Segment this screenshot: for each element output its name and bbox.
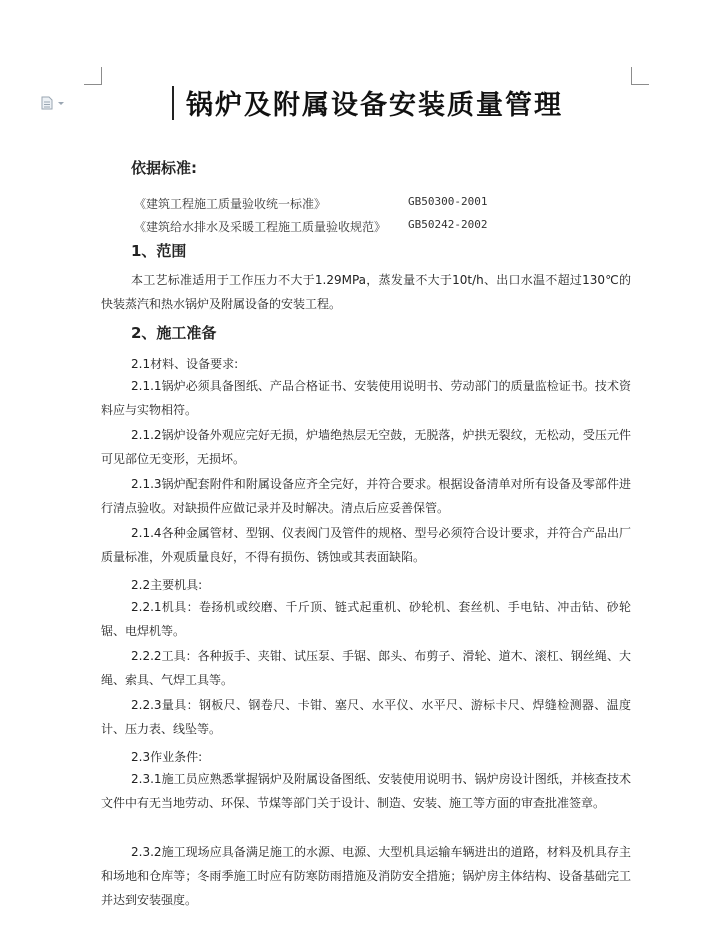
section-heading-prep: 2、施工准备 <box>131 324 217 342</box>
paragraph-2-3-2: 2.3.2施工现场应具备满足施工的水源、电源、大型机具运输车辆进出的道路，材料及机具存主和场地和仓库等；冬雨季施工时应有防寒防雨措施及消防安全措施；锅炉房主体结构、设备基础完工并达到安装强度。 <box>101 845 631 907</box>
subheading-tools: 2.2主要机具: <box>131 578 203 592</box>
corner-mark-top-right <box>631 67 649 85</box>
paragraph-2-1-3: 2.1.3锅炉配套附件和附属设备应齐全完好，并符合要求。根据设备清单对所有设备及零部件进行清点验收。对缺损件应做记录并及时解决。清点后应妥善保管。 <box>101 477 631 515</box>
paragraph-scope: 本工艺标准适用于工作压力不大于1.29MPa，蒸发量不大于10t/h、出口水温不超过130℃的快装蒸汽和热水锅炉及附属设备的安装工程。 <box>101 273 631 311</box>
paragraph-2-2-2: 2.2.2工具：各种扳手、夹钳、试压泵、手锯、郎头、布剪子、滑轮、道木、滚杠、钢丝绳、大绳、索具、气焊工具等。 <box>101 649 631 687</box>
standard-name: 《建筑工程施工质量验收统一标准》 <box>134 197 327 211</box>
standard-item <box>134 218 488 235</box>
standard-code: GB50242-2002 <box>408 218 488 231</box>
paragraph-2-3-1: 2.3.1施工员应熟悉掌握锅炉及附属设备图纸、安装使用说明书、锅炉房设计图纸，并核查技术文件中有无当地劳动、环保、节煤等部门关于设计、制造、安装、施工等方面的审查批准签章。 <box>101 772 631 810</box>
subheading-conditions: 2.3作业条件: <box>131 750 203 764</box>
corner-mark-top-left <box>84 67 102 85</box>
document-icon[interactable] <box>41 95 65 114</box>
paragraph-2-1-4: 2.1.4各种金属管材、型钢、仪表阀门及管件的规格、型号必须符合设计要求，并符合产品出厂质量标准，外观质量良好，不得有损伤、锈蚀或其表面缺陷。 <box>101 526 631 564</box>
standard-item <box>134 195 488 212</box>
cursor-bar <box>172 86 174 120</box>
paragraph-2-1-1: 2.1.1锅炉必须具备图纸、产品合格证书、安装使用说明书、劳动部门的质量监检证书。技术资料应与实物相符。 <box>101 379 631 417</box>
paragraph-2-1-2: 2.1.2锅炉设备外观应完好无损，炉墙绝热层无空鼓，无脱落，炉拱无裂纹，无松动，受压元件可见部位无变形，无损坏。 <box>101 428 631 466</box>
section-heading-scope: 1、范围 <box>131 242 187 260</box>
paragraph-2-2-3: 2.2.3量具：钢板尺、钢卷尺、卡钳、塞尺、水平仪、水平尺、游标卡尺、焊缝检测器、温度计、压力表、线坠等。 <box>101 698 631 736</box>
subheading-materials: 2.1材料、设备要求: <box>131 357 239 371</box>
standard-code: GB50300-2001 <box>408 195 488 208</box>
standard-name: 《建筑给水排水及采暖工程施工质量验收规范》 <box>134 220 387 234</box>
paragraph-2-2-1: 2.2.1机具：卷扬机或绞磨、千斤顶、链式起重机、砂轮机、套丝机、手电钻、冲击钻、砂轮锯、电焊机等。 <box>101 600 631 638</box>
page-title: 锅炉及附属设备安装质量管理 <box>186 90 563 121</box>
basis-heading: 依据标准: <box>131 159 197 177</box>
